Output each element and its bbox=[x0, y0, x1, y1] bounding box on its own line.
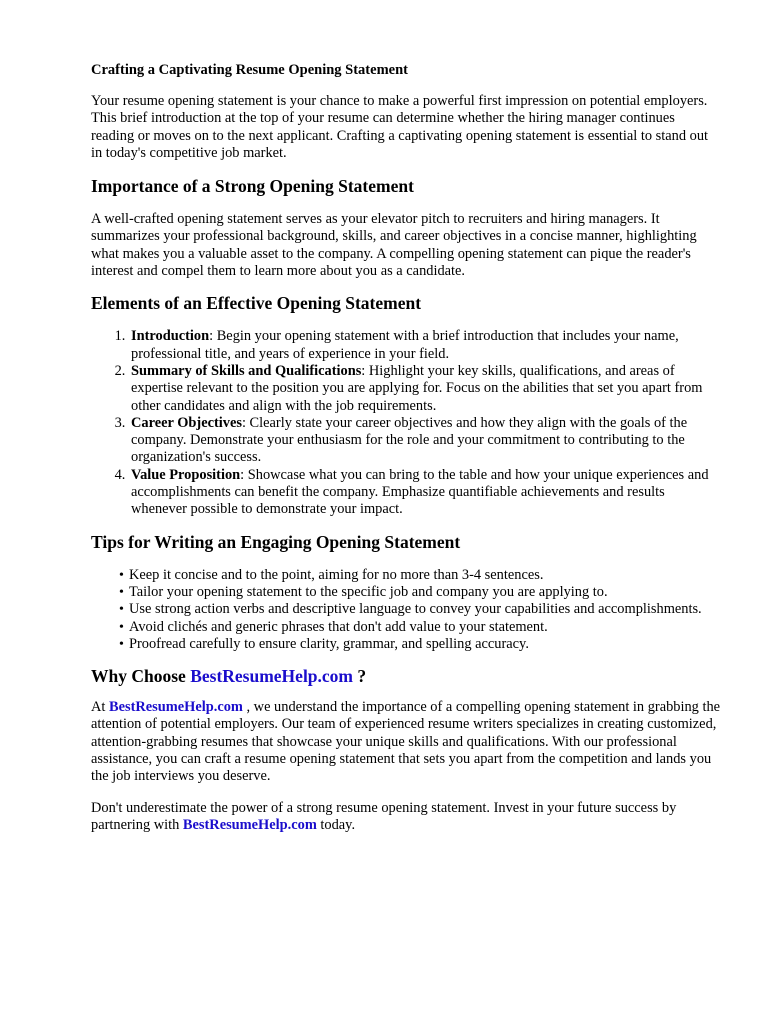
list-item-term: Summary of Skills and Qualifications bbox=[131, 362, 362, 379]
bestresumehelp-link[interactable]: BestResumeHelp.com bbox=[182, 816, 317, 833]
list-item-text: Avoid clichés and generic phrases that don't add value to your statement. bbox=[129, 618, 548, 635]
closing-paragraph bbox=[91, 800, 721, 835]
document-title: Crafting a Captivating Resume Opening Statement bbox=[91, 62, 408, 78]
list-item bbox=[129, 328, 721, 363]
section-heading-why-choose bbox=[91, 666, 721, 687]
list-item-term: Value Proposition bbox=[131, 466, 241, 483]
list-item-text: : Showcase what you can bring to the table and how your unique experiences and accomplishments can benefit the company. Emphasize quantifiable achievements and results whenever possible to demonstrate your impact. bbox=[131, 466, 709, 518]
document-content bbox=[91, 62, 721, 834]
list-item-text: Proofread carefully to ensure clarity, grammar, and spelling accuracy. bbox=[129, 635, 529, 652]
paragraph-text: , we understand the importance of a compelling opening statement in grabbing the attention of potential employers. Our team of experienced resume writers specializes in creating customized, attention-grabbing resumes that showcase your unique skills and qualifications. With our professional assistance, you can craft a resume opening statement that sets you apart from the competition and lands you the job interviews you deserve. bbox=[91, 699, 721, 785]
list-item bbox=[129, 363, 721, 415]
section-heading-importance: Importance of a Strong Opening Statement bbox=[91, 176, 414, 197]
list-item-text: Use strong action verbs and descriptive language to convey your capabilities and accomplishments. bbox=[129, 601, 702, 618]
bestresumehelp-link[interactable]: BestResumeHelp.com bbox=[190, 666, 354, 687]
tips-list bbox=[91, 567, 721, 653]
list-item bbox=[129, 467, 721, 519]
bullet-icon: • bbox=[119, 619, 124, 635]
list-item bbox=[119, 583, 721, 601]
list-item-term: Introduction bbox=[131, 328, 210, 345]
importance-paragraph: A well-crafted opening statement serves as your elevator pitch to recruiters and hiring managers. It summarizes your professional background, skills, and career objectives in a concise manner, highlighting what makes you a valuable asset to the company. A compelling opening statement can pique the reader's interest and compel them to learn more about you as a candidate. bbox=[91, 211, 697, 280]
bullet-icon: • bbox=[119, 584, 124, 600]
paragraph-text: Don't underestimate the power of a strong resume opening statement. Invest in your future success by partnering with bbox=[91, 799, 677, 833]
list-item-text: : Begin your opening statement with a brief introduction that includes your name, professional title, and years of experience in your field. bbox=[131, 328, 679, 362]
list-item-text: : Highlight your key skills, qualifications, and areas of expertise relevant to the position you are applying for. Focus on the abilities that set you apart from other candidates and align with the job requirements. bbox=[131, 362, 703, 414]
list-item bbox=[119, 618, 721, 636]
heading-suffix: ? bbox=[353, 666, 367, 687]
intro-paragraph: Your resume opening statement is your chance to make a powerful first impression on potential employers. This brief introduction at the top of your resume can determine whether the hiring manager continues reading or moves on to the next applicant. Crafting a captivating opening statement is essential to stand out in today's competitive job market. bbox=[91, 93, 709, 161]
why-choose-paragraph bbox=[91, 699, 721, 785]
bullet-icon: • bbox=[119, 567, 124, 583]
section-heading-elements: Elements of an Effective Opening Statement bbox=[91, 293, 422, 314]
list-item bbox=[119, 635, 721, 653]
section-heading-tips: Tips for Writing an Engaging Opening Statement bbox=[91, 531, 461, 552]
heading-prefix: Why Choose bbox=[91, 666, 191, 687]
paragraph-prefix: At bbox=[91, 699, 109, 716]
list-item bbox=[119, 601, 721, 618]
bullet-icon: • bbox=[119, 602, 124, 618]
bestresumehelp-link[interactable]: BestResumeHelp.com bbox=[109, 699, 243, 716]
list-item bbox=[129, 415, 721, 467]
list-item bbox=[119, 566, 721, 584]
list-item-text: : Clearly state your career objectives and how they align with the goals of the company. Demonstrate your enthusiasm for the role and your commitment to contributing to the organization's success. bbox=[131, 414, 688, 466]
list-item-term: Career Objectives bbox=[131, 414, 242, 431]
bullet-icon: • bbox=[119, 636, 124, 652]
elements-list bbox=[91, 328, 721, 518]
paragraph-suffix: today. bbox=[316, 816, 356, 833]
list-item-text: Keep it concise and to the point, aiming for no more than 3-4 sentences. bbox=[129, 566, 544, 583]
list-item-text: Tailor your opening statement to the specific job and company you are applying to. bbox=[129, 583, 608, 600]
